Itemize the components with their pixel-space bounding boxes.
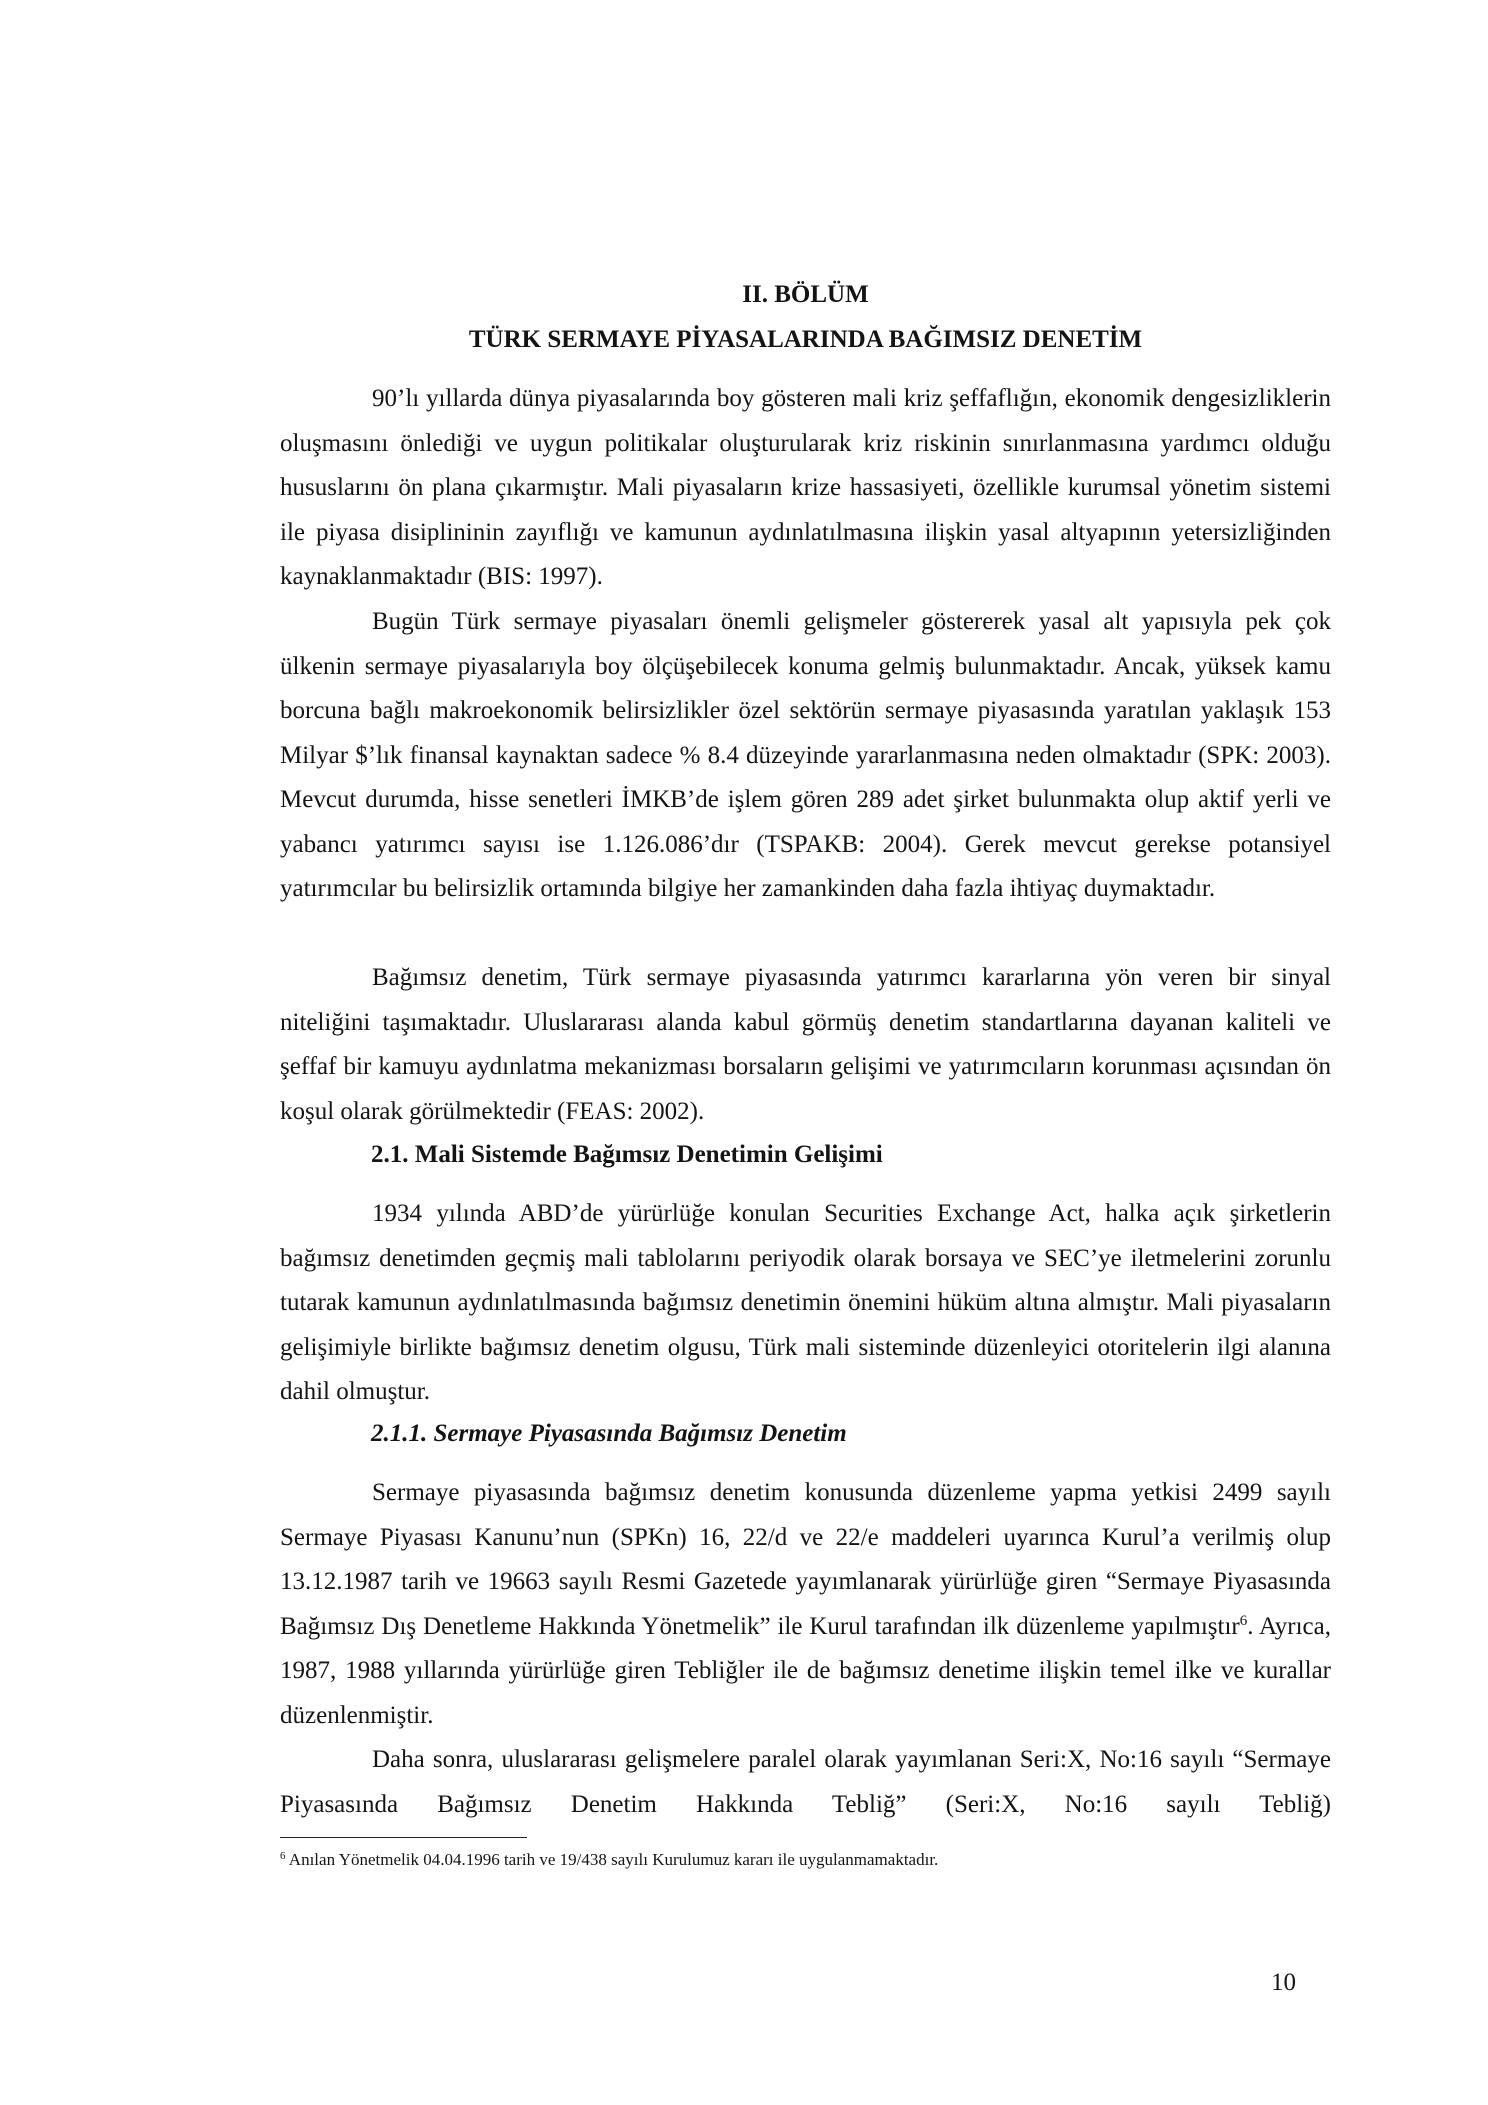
chapter-number: II. BÖLÜM bbox=[742, 281, 869, 308]
section-heading-2-1: 2.1. Mali Sistemde Bağımsız Denetimin Gelişimi bbox=[371, 1141, 883, 1168]
section-2-1-1-paragraph-1 bbox=[280, 1471, 1331, 1738]
paragraph-3: Bağımsız denetim, Türk sermaye piyasasında yatırımcı kararlarına yön veren bir sinyal niteliğini taşımaktadır. Uluslararası alanda kabul görmüş denetim standartlarına dayanan kaliteli ve şeffaf bir kamuyu aydınlatma mekanizması borsaların gelişimi ve yatırımcıların korunması açısından ön koşul olarak görülmektedir (FEAS: 2002). bbox=[280, 964, 1331, 1125]
paragraph-1: 90’lı yıllarda dünya piyasalarında boy gösteren mali kriz şeffaflığın, ekonomik dengesizliklerin oluşmasını önlediği ve uygun politikalar oluşturularak kriz riskinin sınırlanmasına yardımcı olduğu hususlarını ön plana çıkarmıştır. Mali piyasaların krize hassasiyeti, özellikle kurumsal yönetim sistemi ile piyasa disiplininin zayıflığı ve kamunun aydınlatılmasına ilişkin yasal altyapının yetersizliğinden kaynaklanmaktadır (BIS: 1997). bbox=[280, 385, 1331, 590]
section-heading-2-1-1: 2.1.1. Sermaye Piyasasında Bağımsız Denetim bbox=[371, 1420, 847, 1447]
footnote-reference: 6 bbox=[1239, 1612, 1248, 1629]
paragraph-text: Sermaye piyasasında bağımsız denetim konusunda düzenleme yapma yetkisi 2499 sayılı Sermaye Piyasası Kanunu’nun (SPKn) 16, 22/d ve 22/e maddeleri uyarınca Kurul’a verilmiş olup 13.12.1987 tarih ve 19663 sayılı Resmi Gazetede yayımlanarak yürürlüğe giren “Sermaye Piyasasında Bağımsız Dış Denetleme Hakkında Yönetmelik” ile Kurul tarafından ilk düzenleme yapılmıştır bbox=[280, 1479, 1331, 1640]
paragraph-2: Bugün Türk sermaye piyasaları önemli gelişmeler göstererek yasal alt yapısıyla pek çok ülkenin sermaye piyasalarıyla boy ölçüşebilecek konuma gelmiş bulunmaktadır. Ancak, yüksek kamu borcuna bağlı makroekonomik belirsizlikler özel sektörün sermaye piyasasında yaratılan yaklaşık 153 Milyar $’lık finansal kaynaktan sadece % 8.4 düzeyinde yararlanmasına neden olmaktadır (SPK: 2003). Mevcut durumda, hisse senetleri İMKB’de işlem gören 289 adet şirket bulunmakta olup aktif yerli ve yabancı yatırımcı sayısı ise 1.126.086’dır (TSPAKB: 2004). Gerek mevcut gerekse potansiyel yatırımcılar bu belirsizlik ortamında bilgiye her zamankinden daha fazla ihtiyaç duymaktadır. bbox=[280, 608, 1331, 902]
footnote-separator bbox=[280, 1837, 527, 1838]
section-2-1-paragraph: 1934 yılında ABD’de yürürlüğe konulan Securities Exchange Act, halka açık şirketlerin bağımsız denetimden geçmiş mali tablolarını periyodik olarak borsaya ve SEC’ye iletmelerini zorunlu tutarak kamunun aydınlatılmasında bağımsız denetimin önemini hüküm altına almıştır. Mali piyasaların gelişimiyle birlikte bağımsız denetim olgusu, Türk mali sisteminde düzenleyici otoritelerin ilgi alanına dahil olmuştur. bbox=[280, 1200, 1331, 1405]
footnote-number: 6 bbox=[280, 1850, 286, 1862]
section-2-1-1-paragraph-2: Daha sonra, uluslararası gelişmelere paralel olarak yayımlanan Seri:X, No:16 sayılı “Sermaye Piyasasında Bağımsız Denetim Hakkında Tebliğ” (Seri:X, No:16 sayılı Tebliğ) bbox=[280, 1746, 1331, 1818]
paragraph-text-continued: . Ayrıca, 1987, 1988 yıllarında yürürlüğe giren Tebliğler ile de bağımsız denetime ilişkin temel ilke ve kurallar düzenlenmiştir. bbox=[280, 1612, 1332, 1729]
page-number: 10 bbox=[1271, 1969, 1296, 1996]
footnote bbox=[280, 1850, 938, 1870]
footnote-text: Anılan Yönetmelik 04.04.1996 tarih ve 19/438 sayılı Kurulumuz kararı ile uygulanmamaktadır. bbox=[285, 1850, 939, 1869]
chapter-title: TÜRK SERMAYE PİYASALARINDA BAĞIMSIZ DENETİM bbox=[468, 326, 1143, 353]
